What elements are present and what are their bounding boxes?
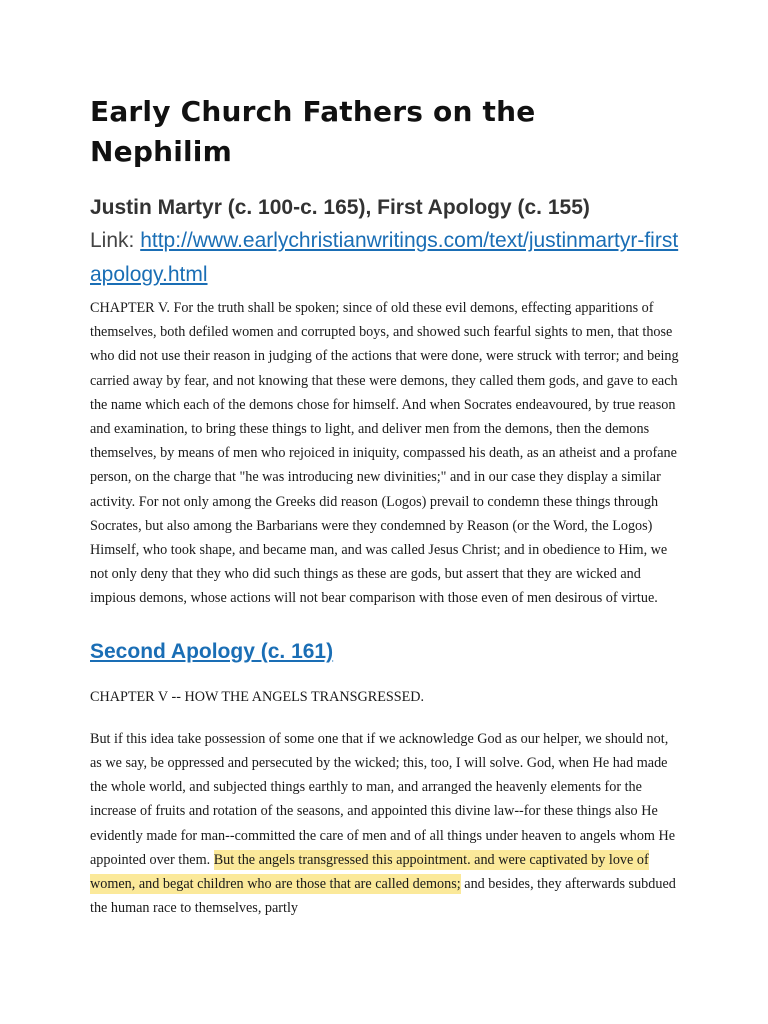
source-link[interactable]: http://www.earlychristianwritings.com/text/justinmartyr-firstapology.html: [90, 229, 679, 286]
chapter-title: CHAPTER V -- HOW THE ANGELS TRANSGRESSED.: [90, 688, 425, 705]
second-apology-heading: [90, 637, 680, 667]
second-apology-text: [90, 727, 680, 921]
highlighted-passage: But the angels transgressed this appointment. and were captivated by love of women, and begat children who are those that are called demons;: [90, 851, 649, 893]
second-apology-link[interactable]: Second Apology (c. 161): [90, 639, 334, 663]
document-page: [90, 92, 680, 920]
page-title: Early Church Fathers on the Nephilim: [90, 95, 536, 168]
text-after-highlight: and besides, they afterwards subdued the human race to themselves, partly: [90, 876, 676, 917]
text-before-highlight: But if this idea take possession of some one that if we acknowledge God as our helper, we should not, as we say, be oppressed and persecuted by the wicked; this, too, I will solve. God, when He had made the whole world, and subjected things earthly to man, and arranged the heavenly elements for the increase of fruits and rotation of the seasons, and appointed this divine law--for these things also He evidently made for man--committed the care of men and of all things under heaven to angels whom He appointed over them.: [90, 730, 676, 868]
first-apology-heading: Justin Martyr (c. 100-c. 165), First Apology (c. 155): [90, 196, 590, 219]
link-label: Link:: [90, 229, 141, 252]
source-link-line: [90, 224, 680, 292]
first-apology-text: CHAPTER V. For the truth shall be spoken; since of old these evil demons, effecting apparitions of themselves, both defiled women and corrupted boys, and showed such fearful sights to men, that those who did not use their reason in judging of the actions that were done, were struck with terror; and being carried away by fear, and not knowing that these were demons, they called them gods, and gave to each the name which each of the demons chose for himself. And when Socrates endeavoured, by true reason and examination, to bring these things to light, and deliver men from the demons, then the demons themselves, by means of men who rejoiced in iniquity, compassed his death, as an atheist and a profane person, on the charge that "he was introducing new divinities;" and in our case they display a similar activity. For not only among the Greeks did reason (Logos) prevail to condemn these things through Socrates, but also among the Barbarians were they condemned by Reason (or the Word, the Logos) Himself, who took shape, and became man, and was called Jesus Christ; and in obedience to Him, we not only deny that they who did such things as these are gods, but assert that they are wicked and impious demons, whose actions will not bear comparison with those even of men desirous of virtue.: [90, 300, 679, 607]
